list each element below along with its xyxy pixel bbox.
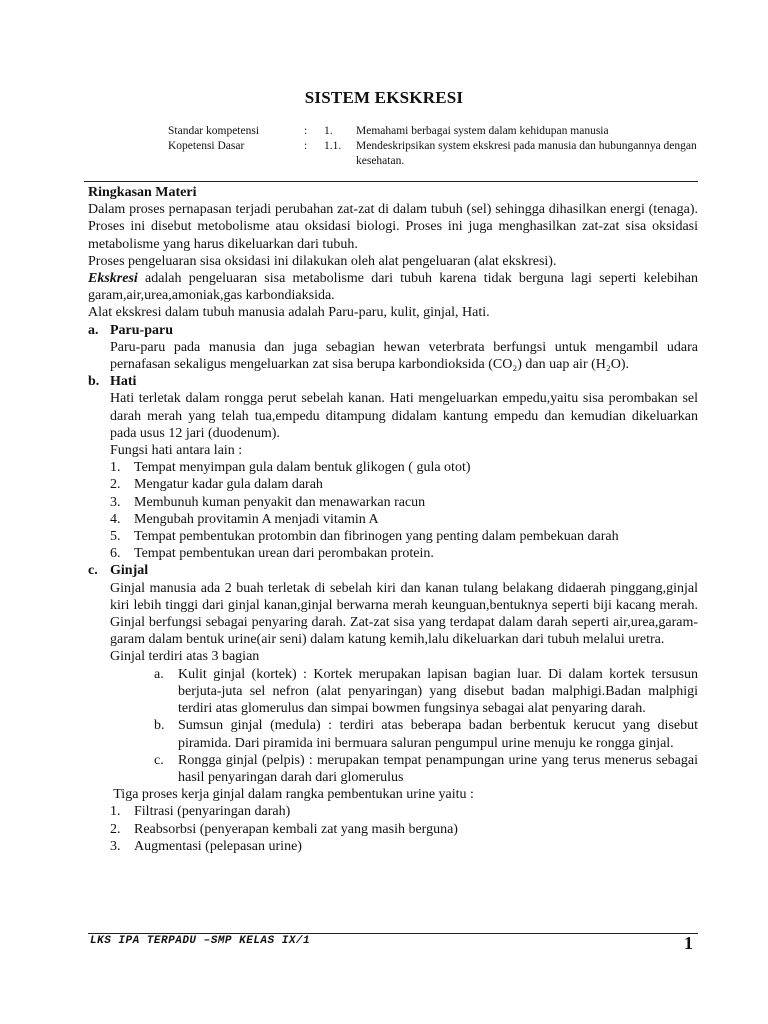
- list-item: [88, 803, 698, 820]
- list-item: [88, 752, 698, 786]
- list-item: [88, 545, 698, 562]
- section-title: Hati: [110, 374, 137, 390]
- competency-text: Memahami berbagai system dalam kehidupan manusia: [356, 125, 609, 137]
- ginjal-parts-heading: Ginjal terdiri atas 3 bagian: [110, 649, 260, 665]
- list-marker: 3.: [110, 494, 121, 510]
- ginjal-process-list: [88, 803, 698, 855]
- ginjal-parts-list: [88, 666, 698, 786]
- list-marker: 5.: [110, 529, 121, 545]
- competency-text: Mendeskripsikan system ekskresi pada manusia dan hubungannya dengan kesehatan.: [356, 140, 697, 167]
- ekskresi-term: Ekskresi: [88, 271, 138, 287]
- list-marker: 2.: [110, 821, 121, 837]
- list-marker: 1.: [110, 804, 121, 820]
- section-title: Paru-paru: [110, 322, 173, 338]
- list-item-text: Tempat menyimpan gula dalam bentuk glikogen ( gula otot): [134, 460, 471, 476]
- list-item: [88, 494, 698, 511]
- competency-sep: :: [304, 125, 308, 137]
- list-item-text: Mengubah provitamin A menjadi vitamin A: [134, 511, 379, 527]
- main-content: [88, 184, 698, 855]
- list-marker: 1.: [110, 460, 121, 476]
- competency-sep: :: [304, 140, 308, 152]
- competency-num: 1.: [324, 125, 333, 137]
- section-text-ginjal: Ginjal manusia ada 2 buah terletak di sebelah kiri dan kanan tulang belakang didaerah pinggang,ginjal kiri lebih tinggi dari ginjal kanan,ginjal berwarna merah keunguan,bentuknya seperti biji kacang merah. Ginjal berfungsi sebagai penyaring darah. Zat-zat sisa yang terdapat dalam darah seperti air,urea,garam-garam dalam bentuk urine(air seni) dalam katung kemih,lalu dikeluarkan dari tubuh melalui uretra.: [110, 580, 698, 648]
- header-divider: [84, 181, 698, 182]
- section-title: Ginjal: [110, 563, 149, 579]
- intro-paragraph-3: [88, 270, 698, 304]
- section-label: c.: [88, 563, 98, 579]
- list-item: [88, 821, 698, 838]
- list-item: [88, 459, 698, 476]
- ginjal-process-heading: Tiga proses kerja ginjal dalam rangka pembentukan urine yaitu :: [110, 787, 474, 803]
- intro-paragraph-1: Dalam proses pernapasan terjadi perubahan zat-zat di dalam tubuh (sel) sehingga dihasilkan energi (tenaga). Proses ini disebut metobolisme atau oksidasi biologi. Proses ini juga menghasilkan zat-zat sisa oksidasi metabolisme yang harus dikeluarkan dari tubuh.: [88, 202, 698, 252]
- list-item-text: Kulit ginjal (kortek) : Kortek merupakan lapisan bagian luar. Di dalam kortek tersusun berjuta-juta sel nefron (alat penyaringan) yang disebut badan malphigi.Badan malphigi terdiri atas glomerulus dan simpai bowmen fungsinya sebagai alat penyaring darah.: [178, 666, 698, 717]
- list-marker: 4.: [110, 511, 121, 527]
- summary-heading: Ringkasan Materi: [88, 185, 197, 200]
- list-marker: a.: [154, 666, 164, 682]
- list-marker: c.: [154, 752, 164, 768]
- document-title: SISTEM EKSKRESI: [304, 88, 464, 107]
- section-label: a.: [88, 322, 99, 338]
- list-item-text: Membunuh kuman penyakit dan menawarkan racun: [134, 494, 426, 510]
- competency-row-basic: [168, 139, 708, 169]
- list-item: [88, 511, 698, 528]
- list-item: [88, 838, 698, 855]
- section-label: b.: [88, 374, 100, 390]
- list-item: [88, 528, 698, 545]
- intro-paragraph-2: Proses pengeluaran sisa oksidasi ini dilakukan oleh alat pengeluaran (alat ekskresi).: [88, 253, 557, 269]
- list-item: [88, 666, 698, 718]
- competency-num: 1.1.: [324, 140, 342, 152]
- competency-label: Kopetensi Dasar: [168, 140, 245, 152]
- list-item-text: Mengatur kadar gula dalam darah: [134, 477, 323, 493]
- list-item: [88, 717, 698, 751]
- list-item-text: Filtrasi (penyaringan darah): [134, 804, 291, 820]
- list-marker: 3.: [110, 838, 121, 854]
- competency-row-standard: [168, 124, 708, 139]
- page-number: 1: [684, 933, 693, 953]
- competency-label: Standar kompetensi: [168, 125, 260, 137]
- list-marker: b.: [154, 718, 165, 734]
- footer-text: LKS IPA TERPADU –SMP KELAS IX/1: [90, 935, 311, 947]
- list-item-text: Tempat pembentukan protombin dan fibrinogen yang penting dalam pembekuan darah: [134, 529, 619, 545]
- list-item-text: Augmentasi (pelepasan urine): [134, 838, 302, 854]
- hati-functions-heading: Fungsi hati antara lain :: [110, 443, 243, 459]
- hati-functions-list: [88, 459, 698, 562]
- list-item-text: Rongga ginjal (pelpis) : merupakan tempat penampungan urine yang terus menerus sebagai hasil penyaringan darah dari glomerulus: [178, 752, 698, 785]
- list-marker: 2.: [110, 477, 121, 493]
- section-heading-paru: [88, 322, 698, 339]
- section-heading-ginjal: [88, 562, 698, 579]
- section-heading-hati: [88, 373, 698, 390]
- list-item-text: Tempat pembentukan urean dari perombakan protein.: [134, 546, 434, 562]
- list-item-text: Sumsun ginjal (medula) : terdiri atas beberapa badan berbentuk kerucut yang disebut piramida. Dari piramida ini bermuara saluran pengumpul urine menuju ke rongga ginjal.: [178, 718, 698, 751]
- list-item-text: Reabsorbsi (penyerapan kembali zat yang masih berguna): [134, 821, 458, 837]
- section-text-paru: Paru-paru pada manusia dan juga sebagian hewan veterbrata berfungsi untuk mengambil udara pernafasan sekaligus mengeluarkan zat sisa berupa karbondioksida (CO₂) dan uap air (H₂O).: [110, 339, 698, 373]
- list-marker: 6.: [110, 546, 121, 562]
- footer-divider: [88, 933, 698, 934]
- intro-paragraph-4: Alat ekskresi dalam tubuh manusia adalah Paru-paru, kulit, ginjal, Hati.: [88, 305, 490, 321]
- ekskresi-definition: adalah pengeluaran sisa metabolisme dari tubuh karena tidak berguna lagi seperti kelebihan garam,air,urea,amoniak,gas karbondiaksida.: [88, 271, 698, 304]
- list-item: [88, 476, 698, 493]
- section-text-hati: Hati terletak dalam rongga perut sebelah kanan. Hati mengeluarkan empedu,yaitu sisa perombakan sel darah merah yang telah tua,empedu ditampung didalam kantung empedu dan kemudian dikeluarkan pada usus 12 jari (duodenum).: [110, 391, 698, 441]
- competency-block: [168, 124, 708, 169]
